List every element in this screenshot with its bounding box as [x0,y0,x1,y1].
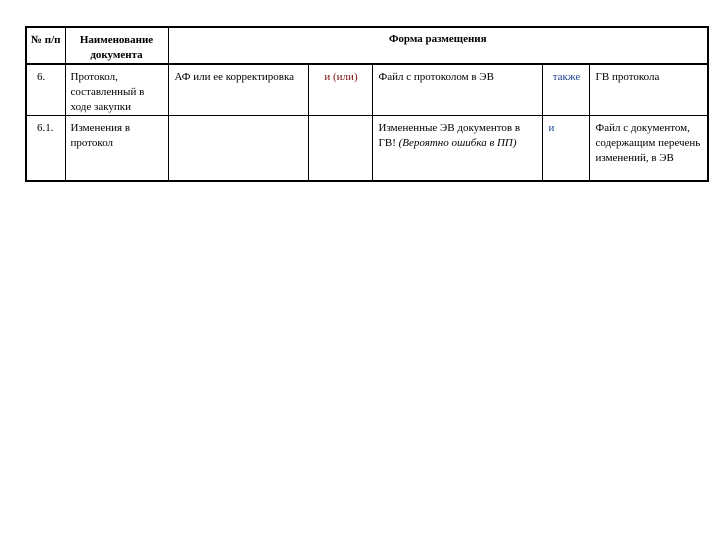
row-document-name: Протокол, составленный в ходе закупки [65,64,168,116]
row-also: также [542,64,589,116]
row-form-type [168,116,308,181]
row-connector: и (или) [308,64,372,116]
row-number: 6.1. [26,116,65,181]
row-ev-file: Файл с протоколом в ЭВ [372,64,542,116]
row-connector [308,116,372,181]
row-number: 6. [26,64,65,116]
header-placement-form: Форма размещения [168,27,708,64]
row-form-type: АФ или ее корректировка [168,64,308,116]
table-row [26,64,708,116]
row-ev-note: (Вероятно ошибка в ПП) [398,137,517,149]
row-ev-file [372,116,542,181]
row-also: и [542,116,589,181]
header-number: № п/п [26,27,65,64]
row-gv-file: Файл с документом, содержащим перечень изменений, в ЭВ [589,116,708,181]
row-ev-text: Измененные ЭВ документов в ГВ! [378,122,521,149]
table-row [26,116,708,181]
row-gv-file: ГВ протокола [589,64,708,116]
header-document-name: Наименование документа [65,27,168,64]
row-document-name: Изменения в протокол [65,116,168,181]
header-row [26,27,708,64]
placement-table [25,26,709,182]
